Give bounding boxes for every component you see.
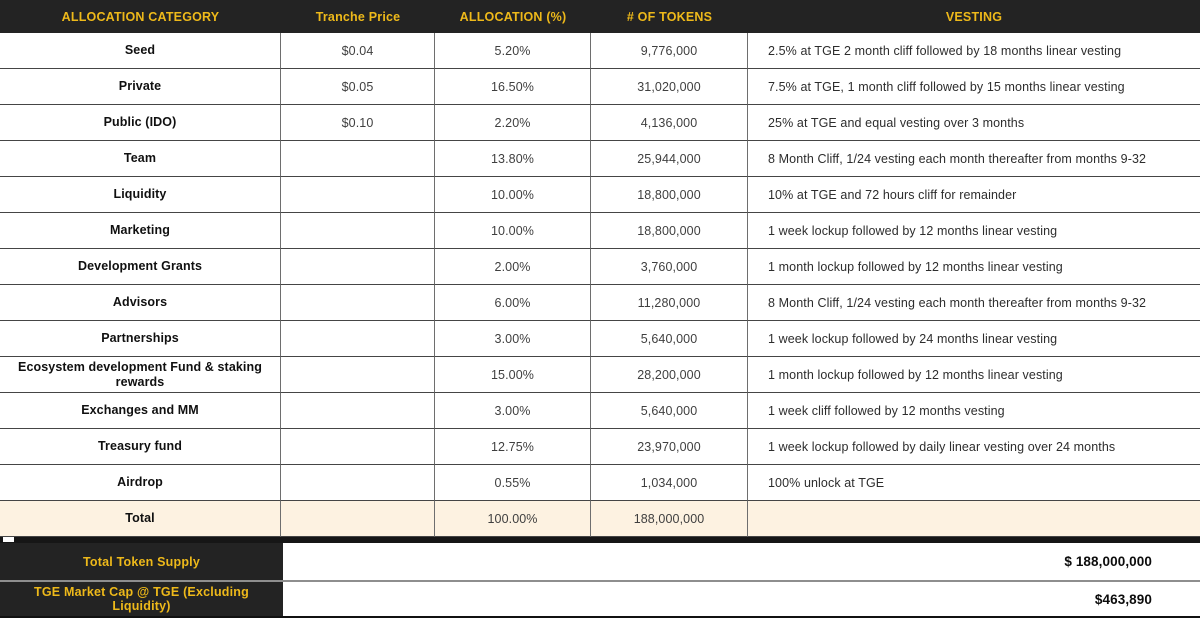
cell-tranche-price [281,285,435,321]
cell-tokens: 23,970,000 [591,429,748,465]
cell-allocation-category: Development Grants [0,249,281,285]
cell-allocation-pct: 2.20% [435,105,591,141]
cell-allocation-category: Exchanges and MM [0,393,281,429]
cell-vesting: 1 week lockup followed by 12 months linear vesting [748,213,1200,249]
cell-tokens: 11,280,000 [591,285,748,321]
cell-allocation-category: Seed [0,33,281,69]
cell-tranche-price [281,393,435,429]
cell-allocation-category: Partnerships [0,321,281,357]
header-cell-allocation-pct: ALLOCATION (%) [435,0,591,33]
cell-vesting [748,501,1200,537]
summary-value: $463,890 [1094,591,1152,607]
cell-allocation-category: Airdrop [0,465,281,501]
summary-row-total-token-supply [0,543,1200,580]
cell-vesting: 1 week lockup followed by 24 months linear vesting [748,321,1200,357]
cell-vesting: 1 week cliff followed by 12 months vesting [748,393,1200,429]
cell-allocation-category: Liquidity [0,177,281,213]
summary-label: Total Token Supply [0,543,283,580]
cell-allocation-pct: 3.00% [435,321,591,357]
cell-allocation-pct: 12.75% [435,429,591,465]
cell-tranche-price [281,141,435,177]
cell-vesting: 25% at TGE and equal vesting over 3 months [748,105,1200,141]
cell-allocation-pct: 10.00% [435,177,591,213]
cell-allocation-pct: 2.00% [435,249,591,285]
cell-allocation-pct: 13.80% [435,141,591,177]
cell-allocation-category: Team [0,141,281,177]
cell-vesting: 100% unlock at TGE [748,465,1200,501]
header-cell-tranche-price: Tranche Price [281,0,435,33]
cell-tranche-price [281,429,435,465]
cell-allocation-category: Total [0,501,281,537]
cell-tokens: 3,760,000 [591,249,748,285]
cell-allocation-pct: 5.20% [435,33,591,69]
cell-tokens: 5,640,000 [591,321,748,357]
cell-tranche-price [281,213,435,249]
cell-tokens: 25,944,000 [591,141,748,177]
cell-tranche-price [281,177,435,213]
cell-vesting: 2.5% at TGE 2 month cliff followed by 18 months linear vesting [748,33,1200,69]
cell-tokens: 28,200,000 [591,357,748,393]
cell-allocation-category: Private [0,69,281,105]
cell-tranche-price [281,501,435,537]
cell-allocation-pct: 15.00% [435,357,591,393]
header-cell-vesting: VESTING [748,0,1200,33]
header-cell-allocation-category: ALLOCATION CATEGORY [0,0,281,33]
cell-tokens: 188,000,000 [591,501,748,537]
header-cell-tokens: # OF TOKENS [591,0,748,33]
cell-tokens: 18,800,000 [591,177,748,213]
cell-allocation-pct: 3.00% [435,393,591,429]
cell-allocation-pct: 10.00% [435,213,591,249]
cell-vesting: 1 month lockup followed by 12 months linear vesting [748,357,1200,393]
cell-allocation-category: Public (IDO) [0,105,281,141]
cell-allocation-pct: 0.55% [435,465,591,501]
cell-tokens: 31,020,000 [591,69,748,105]
cell-vesting: 10% at TGE and 72 hours cliff for remainder [748,177,1200,213]
cell-tranche-price: $0.05 [281,69,435,105]
cell-allocation-pct: 16.50% [435,69,591,105]
cell-tranche-price [281,321,435,357]
cell-allocation-pct: 100.00% [435,501,591,537]
cell-allocation-category: Marketing [0,213,281,249]
cell-tranche-price [281,249,435,285]
cell-tokens: 4,136,000 [591,105,748,141]
cell-vesting: 1 month lockup followed by 12 months linear vesting [748,249,1200,285]
cell-vesting: 7.5% at TGE, 1 month cliff followed by 15 months linear vesting [748,69,1200,105]
cell-allocation-category: Treasury fund [0,429,281,465]
cell-vesting: 8 Month Cliff, 1/24 vesting each month thereafter from months 9-32 [748,285,1200,321]
cell-tokens: 9,776,000 [591,33,748,69]
cell-allocation-pct: 6.00% [435,285,591,321]
cell-allocation-category: Ecosystem development Fund & staking rewards [0,357,281,393]
cell-tokens: 18,800,000 [591,213,748,249]
table-bottom-strip [0,537,1200,543]
cell-tranche-price: $0.10 [281,105,435,141]
cell-tranche-price [281,357,435,393]
cell-vesting: 8 Month Cliff, 1/24 vesting each month thereafter from months 9-32 [748,141,1200,177]
cell-tokens: 1,034,000 [591,465,748,501]
summary-row-tge-market-cap [0,580,1200,618]
cell-tranche-price: $0.04 [281,33,435,69]
cell-allocation-category: Advisors [0,285,281,321]
summary-label: TGE Market Cap @ TGE (Excluding Liquidity) [0,582,283,616]
cell-tranche-price [281,465,435,501]
row-header-artifact [3,537,14,542]
cell-vesting: 1 week lockup followed by daily linear vesting over 24 months [748,429,1200,465]
summary-value: $ 188,000,000 [1064,554,1152,569]
cell-tokens: 5,640,000 [591,393,748,429]
